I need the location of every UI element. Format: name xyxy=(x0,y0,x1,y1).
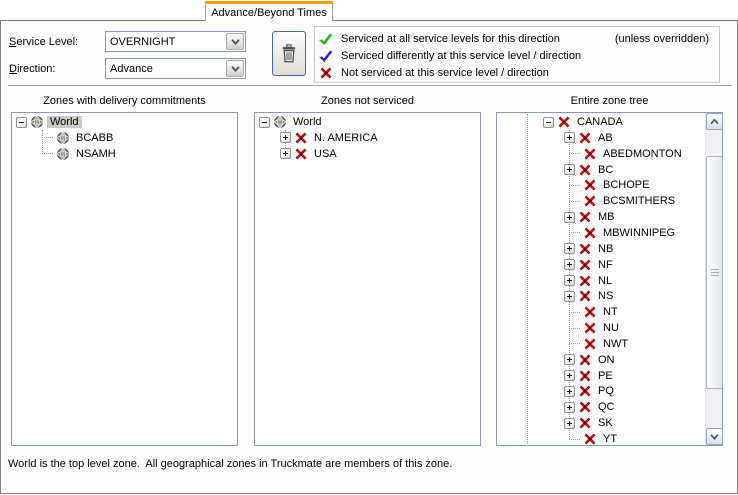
tree-node-label: MB xyxy=(598,211,615,224)
tree-node-nu[interactable] xyxy=(564,320,622,336)
direction-label: Direction: xyxy=(9,63,56,75)
tab-label: Advance/Beyond Times xyxy=(211,6,327,19)
tree-node-label: SK xyxy=(598,417,613,430)
chevron-down-icon xyxy=(231,39,240,45)
globe-icon xyxy=(56,147,70,161)
tree-node-pq[interactable] xyxy=(564,383,617,399)
red-x-icon xyxy=(319,66,333,80)
tree-expander-plus[interactable] xyxy=(564,354,575,365)
red-x-icon xyxy=(578,274,592,288)
tree-node-nl[interactable] xyxy=(564,273,615,289)
red-x-icon xyxy=(583,305,597,319)
trash-icon xyxy=(281,44,297,63)
tree-expander-plus[interactable] xyxy=(564,164,575,175)
tree-connector xyxy=(42,153,53,154)
tree-node-nf[interactable] xyxy=(564,257,616,273)
legend-box xyxy=(314,26,720,83)
legend-item-serviced-differently xyxy=(319,47,719,64)
tree-node-bchope[interactable] xyxy=(564,177,652,193)
tree-expander-plus[interactable] xyxy=(564,212,575,223)
tree-node-label: BC xyxy=(598,163,614,176)
red-x-icon xyxy=(578,210,592,224)
service-level-dropdown-button[interactable] xyxy=(226,33,244,50)
vertical-scrollbar[interactable] xyxy=(705,113,722,445)
tree-node-label: QC xyxy=(598,401,615,414)
tree-connector xyxy=(569,232,580,233)
tree-expander-plus[interactable] xyxy=(564,275,575,286)
blue-check-icon xyxy=(319,49,333,63)
tree-node-label: BCSMITHERS xyxy=(603,195,676,208)
tree-node-label: NB xyxy=(598,242,614,255)
red-x-icon xyxy=(578,416,592,430)
legend-text: Serviced at all service levels for this direction xyxy=(341,32,560,45)
tree-body xyxy=(497,114,705,445)
red-x-icon xyxy=(583,194,597,208)
service-level-label: Service Level: xyxy=(9,36,79,48)
tree-connector xyxy=(569,439,580,440)
tree-node-label: BCABB xyxy=(76,131,114,144)
tree-node-nb[interactable] xyxy=(564,241,616,257)
tree-node-label: YT xyxy=(603,433,618,445)
tree-connector xyxy=(42,137,53,138)
direction-dropdown-button[interactable] xyxy=(226,60,244,77)
tree-node-label: NF xyxy=(598,258,613,271)
tree-expander-plus[interactable] xyxy=(564,243,575,254)
tree-node-nt[interactable] xyxy=(564,304,621,320)
direction-value: Advance xyxy=(110,62,153,75)
tree-node-label: PE xyxy=(598,369,613,382)
tree-expander-plus[interactable] xyxy=(564,418,575,429)
red-x-icon xyxy=(583,321,597,335)
tree-connector xyxy=(569,343,580,344)
globe-icon xyxy=(273,115,287,129)
red-x-icon xyxy=(583,226,597,240)
red-x-icon xyxy=(583,432,597,446)
red-x-icon xyxy=(557,115,571,129)
red-x-icon xyxy=(578,289,592,303)
tab-advance-beyond-times[interactable] xyxy=(205,1,333,21)
tree-body xyxy=(255,114,480,445)
red-x-icon xyxy=(578,384,592,398)
green-check-icon xyxy=(319,32,333,46)
tree-node-ab[interactable] xyxy=(564,130,616,146)
tree-node-bcabb[interactable] xyxy=(37,130,116,146)
red-x-icon xyxy=(578,369,592,383)
tree-body xyxy=(12,114,237,445)
tree-node-ns[interactable] xyxy=(564,288,616,304)
delete-button[interactable] xyxy=(272,31,306,76)
tree-node-n-america[interactable] xyxy=(280,130,381,146)
tree-node-mb[interactable] xyxy=(564,209,618,225)
tree-expander-minus[interactable] xyxy=(543,117,554,128)
tree-connector xyxy=(569,153,580,154)
tree-node-label: NSAMH xyxy=(76,147,116,160)
tree-node-label: NS xyxy=(598,290,614,303)
direction-combobox[interactable] xyxy=(105,58,246,79)
legend-text: Serviced differently at this service level / direction xyxy=(341,49,582,62)
red-x-icon xyxy=(578,163,592,177)
legend-item-not-serviced xyxy=(319,64,719,81)
red-x-icon xyxy=(583,337,597,351)
tree-expander-plus[interactable] xyxy=(280,132,291,143)
tree-node-label: PQ xyxy=(598,385,614,398)
section-divider xyxy=(8,85,732,87)
tree-node-mbwinnipeg[interactable] xyxy=(564,225,678,241)
red-x-icon xyxy=(294,147,308,161)
tree-entire-zone-tree[interactable] xyxy=(496,112,723,446)
tree-node-label: NL xyxy=(598,274,613,287)
tree-expander-plus[interactable] xyxy=(280,148,291,159)
service-level-combobox[interactable] xyxy=(105,31,246,52)
tree-node-on[interactable] xyxy=(564,352,618,368)
scroll-thumb[interactable] xyxy=(706,156,723,389)
tree-connector xyxy=(569,201,580,202)
tree-connector xyxy=(569,312,580,313)
legend-note: (unless overridden) xyxy=(614,33,709,45)
tree-connector xyxy=(569,328,580,329)
tree-node-label: NU xyxy=(603,322,619,335)
tree-guide-line xyxy=(527,114,528,446)
tree-node-label: ON xyxy=(598,353,615,366)
tree-expander-minus[interactable] xyxy=(259,117,270,128)
tree-node-label: World xyxy=(47,116,82,128)
legend-text: Not serviced at this service level / direction xyxy=(341,66,549,79)
tree-zones-not-serviced[interactable] xyxy=(254,112,481,446)
tree-expander-plus[interactable] xyxy=(564,291,575,302)
tree-expander-minus[interactable] xyxy=(16,117,27,128)
tree-node-bcsmithers[interactable] xyxy=(564,193,678,209)
tree-node-canada[interactable] xyxy=(543,114,626,130)
panel-title-not-serviced: Zones not serviced xyxy=(321,95,414,107)
chevron-down-icon xyxy=(231,66,240,72)
tree-node-pe[interactable] xyxy=(564,368,616,384)
red-x-icon xyxy=(583,178,597,192)
panel-title-delivery-commitments: Zones with delivery commitments xyxy=(43,95,206,107)
scroll-up-button[interactable] xyxy=(706,113,723,130)
tree-zones-with-delivery-commitments[interactable] xyxy=(11,112,238,446)
chevron-down-icon xyxy=(710,434,719,440)
red-x-icon xyxy=(578,131,592,145)
red-x-icon xyxy=(578,400,592,414)
tree-node-label: BCHOPE xyxy=(603,179,650,192)
tree-node-label: NT xyxy=(603,306,618,319)
tree-expander-plus[interactable] xyxy=(564,259,575,270)
tree-node-bc[interactable] xyxy=(564,162,616,178)
tree-node-nsamh[interactable] xyxy=(37,146,119,162)
tree-node-qc[interactable] xyxy=(564,399,618,415)
tree-node-label: NWT xyxy=(603,337,629,350)
globe-icon xyxy=(56,131,70,145)
scroll-down-button[interactable] xyxy=(706,428,723,445)
red-x-icon xyxy=(578,258,592,272)
tree-expander-plus[interactable] xyxy=(564,132,575,143)
panel-title-entire-zone-tree: Entire zone tree xyxy=(570,95,649,107)
red-x-icon xyxy=(578,242,592,256)
status-text: World is the top level zone. All geographical zones in Truckmate are members of this zone. xyxy=(8,458,453,470)
tree-node-yt[interactable] xyxy=(564,431,620,447)
tree-node-world[interactable] xyxy=(259,114,325,130)
tree-connector xyxy=(569,185,580,186)
scroll-thumb-grip xyxy=(711,269,719,277)
tree-node-world[interactable] xyxy=(16,114,82,130)
tree-node-abedmonton[interactable] xyxy=(564,146,685,162)
tree-expander-plus[interactable] xyxy=(564,386,575,397)
red-x-icon xyxy=(294,131,308,145)
tree-node-nwt[interactable] xyxy=(564,336,631,352)
tree-node-label: N. AMERICA xyxy=(314,131,378,144)
tree-node-label: ABEDMONTON xyxy=(603,147,682,160)
service-level-value: OVERNIGHT xyxy=(110,35,176,48)
globe-icon xyxy=(30,115,44,129)
red-x-icon xyxy=(578,353,592,367)
tree-expander-plus[interactable] xyxy=(564,370,575,381)
tree-node-label: USA xyxy=(314,147,337,160)
tree-node-label: CANADA xyxy=(577,116,623,128)
tree-node-usa[interactable] xyxy=(280,146,340,162)
main-panel xyxy=(0,20,738,494)
red-x-icon xyxy=(583,147,597,161)
tree-node-label: MBWINNIPEG xyxy=(603,226,676,239)
tree-expander-plus[interactable] xyxy=(564,402,575,413)
tree-node-label: World xyxy=(293,116,322,128)
chevron-up-icon xyxy=(710,119,719,125)
tree-node-sk[interactable] xyxy=(564,415,616,431)
tree-node-label: AB xyxy=(598,131,613,144)
